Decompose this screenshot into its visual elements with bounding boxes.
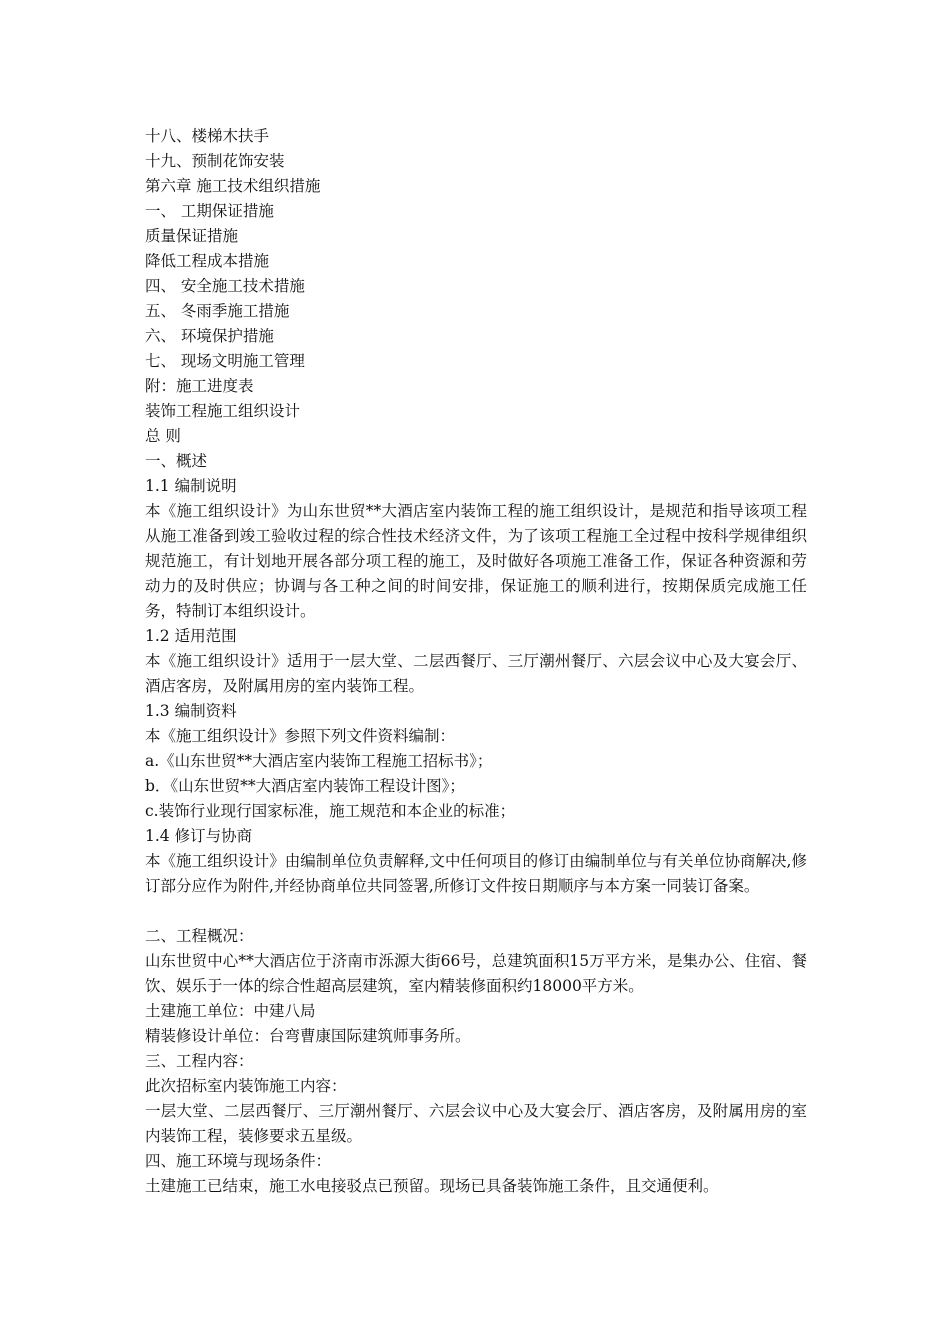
list-item: b．《山东世贸**大酒店室内装饰工程设计图》； <box>145 777 465 795</box>
paragraph: 精装修设计单位：台弯曹康国际建筑师事务所。 <box>145 1027 471 1045</box>
blank-line <box>145 899 807 924</box>
toc-item: 五、 冬雨季施工措施 <box>145 302 290 320</box>
paragraph: 土建施工已结束，施工水电接驳点已预留。现场已具备装饰施工条件，且交通便利。 <box>145 1177 719 1195</box>
toc-item: 一、 工期保证措施 <box>145 202 274 220</box>
section-heading: 四、施工环境与现场条件： <box>145 1152 332 1170</box>
toc-item: 六、 环境保护措施 <box>145 327 274 345</box>
subsection-heading: 1.2 适用范围 <box>145 627 237 645</box>
toc-item: 降低工程成本措施 <box>145 252 270 270</box>
subsection-heading: 1.1 编制说明 <box>145 477 237 495</box>
list-item: c.装饰行业现行国家标准，施工规范和本企业的标准； <box>145 802 516 820</box>
paragraph: 土建施工单位：中建八局 <box>145 1002 316 1020</box>
general-title: 总 则 <box>145 427 181 445</box>
section-heading: 二、工程概况： <box>145 927 254 945</box>
paragraph: 本《施工组织设计》由编制单位负责解释,文中任何项目的修订由编制单位与有关单位协商解决,修订部分应作为附件,并经协商单位共同签署,所修订文件按日期顺序与本方案一同装订备案。 <box>145 852 807 895</box>
paragraph: 本《施工组织设计》参照下列文件资料编制： <box>145 727 456 745</box>
paragraph: 本《施工组织设计》适用于一层大堂、二层西餐厅、三厅潮州餐厅、六层会议中心及大宴会厅、酒店客房，及附属用房的室内装饰工程。 <box>145 652 807 695</box>
toc-item: 四、 安全施工技术措施 <box>145 277 305 295</box>
paragraph: 山东世贸中心**大酒店位于济南市泺源大街66号，总建筑面积15万平方米，是集办公、住宿、餐饮、娱乐于一体的综合性超高层建筑，室内精装修面积约18000平方米。 <box>145 952 807 995</box>
subsection-heading: 1.4 修订与协商 <box>145 827 253 845</box>
toc-item: 十八、楼梯木扶手 <box>145 127 270 145</box>
toc-item: 附：施工进度表 <box>145 377 254 395</box>
subsection-heading: 1.3 编制资料 <box>145 702 237 720</box>
paragraph: 本《施工组织设计》为山东世贸**大酒店室内装饰工程的施工组织设计，是规范和指导该项工程从施工准备到竣工验收过程的综合性技术经济文件，为了该项工程施工全过程中按科学规律组织规范施工，有计划地开展各部分项工程的施工，及时做好各项施工准备工作，保证各种资源和劳动力的及时供应；协调与各工种之间的时间安排，保证施工的顺利进行，按期保质完成施工任务，特制订本组织设计。 <box>145 502 807 620</box>
section-heading: 一、概述 <box>145 452 208 470</box>
toc-item: 十九、预制花饰安装 <box>145 152 285 170</box>
toc-item: 质量保证措施 <box>145 227 239 245</box>
toc-item: 第六章 施工技术组织措施 <box>145 177 321 195</box>
paragraph: 此次招标室内装饰施工内容： <box>145 1077 347 1095</box>
section-heading: 三、工程内容： <box>145 1052 254 1070</box>
toc-item: 七、 现场文明施工管理 <box>145 352 305 370</box>
document-body <box>145 124 807 1199</box>
paragraph: 一层大堂、二层西餐厅、三厅潮州餐厅、六层会议中心及大宴会厅、酒店客房，及附属用房的室内装饰工程，装修要求五星级。 <box>145 1102 807 1145</box>
document-title: 装饰工程施工组织设计 <box>145 402 301 420</box>
list-item: a.《山东世贸**大酒店室内装饰工程施工招标书》； <box>145 752 493 770</box>
